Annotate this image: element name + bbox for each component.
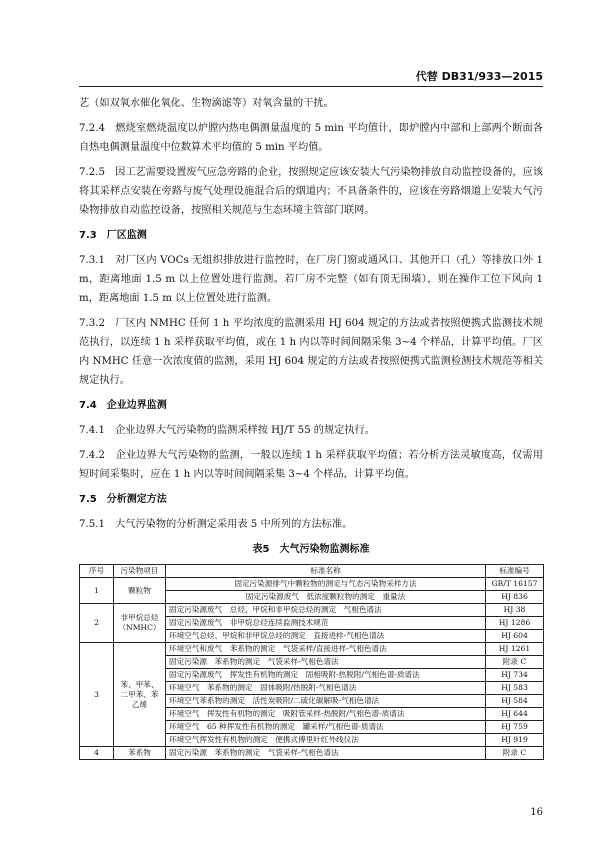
row-standard-name: 环境空气挥发性有机物的测定 便携式傅里叶红外线仪法 bbox=[166, 734, 486, 747]
header-seq: 序号 bbox=[80, 565, 114, 578]
row-standard-name: 环境空气 挥发性有机物的测定 吸附管采样-热脱附/气相色谱-质谱法 bbox=[166, 708, 486, 721]
section-heading-7-4: 7.4 企业边界监测 bbox=[79, 400, 167, 411]
header-rule bbox=[79, 86, 543, 87]
row-standard-code: HJ 583 bbox=[486, 682, 544, 695]
row-standard-code: HJ 759 bbox=[486, 721, 544, 734]
table-row bbox=[80, 747, 544, 760]
document-code: 代替 DB31/933—2015 bbox=[415, 70, 543, 83]
header-standard-code: 标准编号 bbox=[486, 565, 544, 578]
row-standard-code: 附录 C bbox=[486, 747, 544, 760]
row-standard-name: 环境空气 苯系物的测定 固体吸附/热脱附-气相色谱法 bbox=[166, 682, 486, 695]
header-standard-name: 标准名称 bbox=[166, 565, 486, 578]
row-standard-code: HJ 38 bbox=[486, 604, 544, 617]
row-seq: 4 bbox=[80, 747, 114, 760]
row-standard-code: HJ 584 bbox=[486, 695, 544, 708]
row-standard-name: 固定污染源排气中颗粒物的测定与气态污染物采样方法 bbox=[166, 578, 486, 591]
row-standard-name: 固定污染源废气 非甲烷总烃连续监测技术规范 bbox=[166, 617, 486, 630]
section-heading-7-3: 7.3 厂区监测 bbox=[79, 230, 147, 241]
row-standard-name: 固定污染源废气 总烃、甲烷和非甲烷总烃的测定 气相色谱法 bbox=[166, 604, 486, 617]
table-caption: 表5 大气污染物监测标准 bbox=[252, 544, 370, 555]
row-seq: 3 bbox=[80, 643, 114, 747]
row-seq: 2 bbox=[80, 604, 114, 643]
paragraph-7-2-4: 7.2.4 燃烧室燃烧温度以炉膛内热电偶测量温度的 5 min 平均值计，即炉膛内中部和上部两个断面各自热电偶测量温度中位数算术平均值的 5 min 平均值。 bbox=[79, 123, 543, 153]
row-standard-code: 附录 C bbox=[486, 656, 544, 669]
row-standard-name: 环境空气和废气 苯系物的测定 气袋采样/直接进样-气相色谱法 bbox=[166, 643, 486, 656]
row-standard-code: HJ 644 bbox=[486, 708, 544, 721]
row-standard-name: 环境空气总烃、甲烷和非甲烷总烃的测定 直接进样-气相色谱法 bbox=[166, 630, 486, 643]
table-header-row bbox=[80, 565, 544, 578]
section-heading-7-5: 7.5 分析测定方法 bbox=[79, 494, 167, 505]
paragraph-7-4-2: 7.4.2 企业边界大气污染物的监测，一般以连续 1 h 采样获取平均值；若分析方法灵敏度高，仅需用短时间采集时，应在 1 h 内以等时间间隔采集 3~4 个样品，计算平均值。 bbox=[79, 450, 543, 480]
row-standard-name: 固定污染源废气 低浓度颗粒物的测定 重量法 bbox=[166, 591, 486, 604]
table-row bbox=[80, 578, 544, 591]
paragraph-7-4-1: 7.4.1 企业边界大气污染物的监测采样按 HJ/T 55 的规定执行。 bbox=[79, 425, 375, 436]
row-standard-code: HJ 836 bbox=[486, 591, 544, 604]
row-standard-code: HJ 919 bbox=[486, 734, 544, 747]
row-standard-code: GB/T 16157 bbox=[486, 578, 544, 591]
row-standard-name: 环境空气苯系物的测定 活性炭吸附/二硫化碳解吸-气相色谱法 bbox=[166, 695, 486, 708]
page-number: 16 bbox=[530, 807, 543, 818]
paragraph-7-3-2: 7.3.2 厂区内 NMHC 任何 1 h 平均浓度的监测采用 HJ 604 规定的方法或者按照便携式监测技术规范执行，以连续 1 h 采样获取平均值，或在 1 h 内以等时间间隔采集 3~4 个样品，计算平均值。厂区内 NMHC 任意一次浓度值的监测，采用 HJ 604 规定的方法或者按照便携式监测检测技术规范等相关规定执行。 bbox=[79, 318, 543, 386]
row-standard-code: HJ 1261 bbox=[486, 643, 544, 656]
document-body bbox=[79, 94, 543, 760]
table-row bbox=[80, 643, 544, 656]
paragraph-continued: 艺（如双氧水催化氧化、生物滴滤等）对氧含量的干扰。 bbox=[79, 98, 334, 109]
paragraph-7-3-1: 7.3.1 对厂区内 VOCs 无组织排放进行监控时，在厂房门窗或通风口、其他开口（孔）等排放口外 1 m，距离地面 1.5 m 以上位置处进行监测。若厂房不完整（如有顶无围墙），则在操作工位下风向 1 m，距离地面 1.5 m 以上位置处进行监测。 bbox=[79, 255, 543, 304]
row-seq: 1 bbox=[80, 578, 114, 604]
row-pollutant: 颗粒物 bbox=[114, 578, 166, 604]
paragraph-7-2-5: 7.2.5 因工艺需要设置废气应急旁路的企业，按照规定应该安装大气污染物排放自动监控设备的，应该将其采样点安装在旁路与废气处理设施混合后的烟道内；不具备条件的，应该在旁路烟道上安装大气污染物排放自动监控设备，按照相关规范与生态环境主管部门联网。 bbox=[79, 167, 543, 216]
row-standard-name: 固定污染源废气 挥发性有机物的测定 固相吸附-热脱附/气相色谱-质谱法 bbox=[166, 669, 486, 682]
row-standard-name: 固定污染源 苯系物的测定 气袋采样-气相色谱法 bbox=[166, 656, 486, 669]
header-pollutant: 污染物项目 bbox=[114, 565, 166, 578]
row-pollutant: 苯系物 bbox=[114, 747, 166, 760]
row-pollutant: 苯、甲苯、二甲苯、苯乙烯 bbox=[114, 643, 166, 747]
row-standard-name: 环境空气 65 种挥发性有机物的测定 罐采样/气相色谱-质谱法 bbox=[166, 721, 486, 734]
monitoring-standards-table bbox=[79, 564, 544, 760]
row-standard-code: HJ 734 bbox=[486, 669, 544, 682]
row-standard-code: HJ 1286 bbox=[486, 617, 544, 630]
row-standard-code: HJ 604 bbox=[486, 630, 544, 643]
row-standard-name: 固定污染源 苯系物的测定 气袋采样-气相色谱法 bbox=[166, 747, 486, 760]
row-pollutant: 非甲烷总烃（NMHC） bbox=[114, 604, 166, 643]
table-row bbox=[80, 604, 544, 617]
paragraph-7-5-1: 7.5.1 大气污染物的分析测定采用表 5 中所列的方法标准。 bbox=[79, 519, 353, 530]
